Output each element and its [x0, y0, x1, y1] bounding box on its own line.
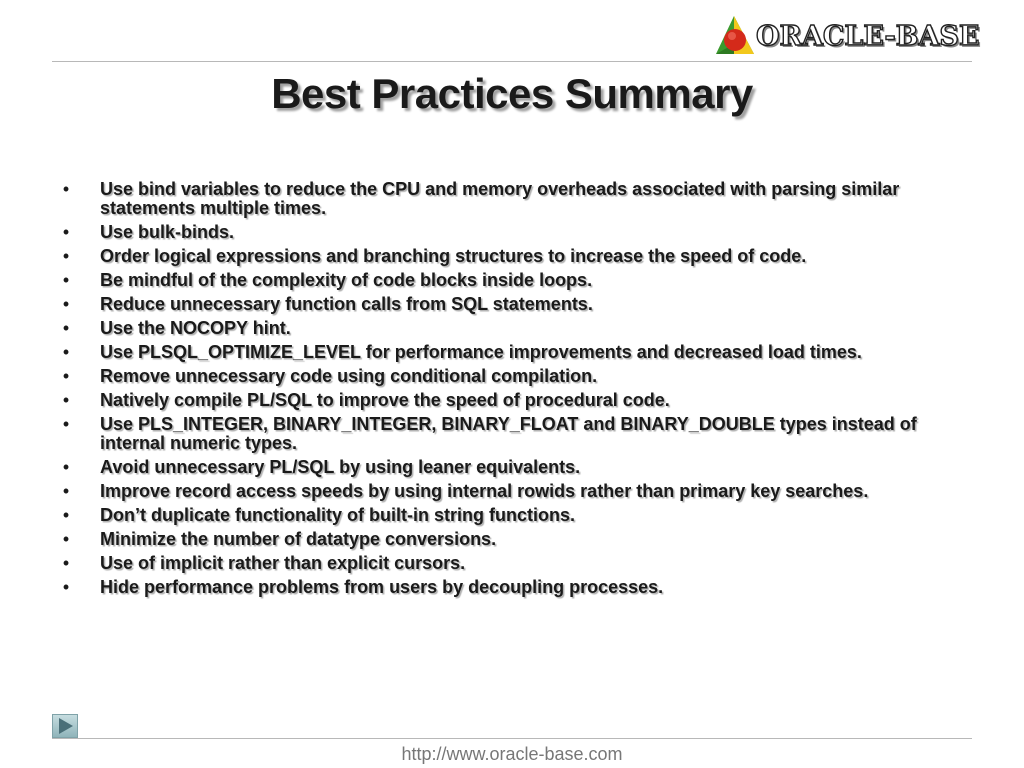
- bullet-item: [58, 530, 968, 549]
- bullet-dot-icon: •: [62, 342, 70, 362]
- bullet-dot-icon: •: [62, 505, 70, 525]
- bullet-item: [58, 247, 968, 266]
- bullet-item: [58, 578, 968, 597]
- next-slide-button[interactable]: [52, 714, 78, 738]
- bullet-text: Use PLSQL_OPTIMIZE_LEVEL for performance improvements and decreased load times.: [100, 342, 862, 362]
- bullet-item: [58, 391, 968, 410]
- bullet-item: [58, 506, 968, 525]
- bullet-dot-icon: •: [62, 414, 70, 434]
- bullet-item: [58, 415, 968, 453]
- logo-text: ORACLE-BASE: [756, 20, 980, 52]
- footer-url[interactable]: http://www.oracle-base.com: [401, 744, 623, 764]
- bullet-dot-icon: •: [62, 246, 70, 266]
- bullet-dot-icon: •: [62, 529, 70, 549]
- bullet-dot-icon: •: [62, 366, 70, 386]
- bullet-text: Reduce unnecessary function calls from SQL statements.: [100, 294, 593, 314]
- bullet-text: Use of implicit rather than explicit cursors.: [100, 553, 466, 573]
- bullet-text: Minimize the number of datatype conversions.: [100, 529, 497, 549]
- bullet-item: [58, 343, 968, 362]
- bullet-dot-icon: •: [62, 577, 70, 597]
- bullet-item: [58, 319, 968, 338]
- slide-title: Best Practices Summary: [271, 70, 753, 117]
- bullet-item: [58, 180, 968, 218]
- bullet-item: [58, 367, 968, 386]
- play-triangle-icon: [58, 718, 74, 734]
- bullet-item: [58, 554, 968, 573]
- bullet-dot-icon: •: [62, 318, 70, 338]
- oracle-base-logo[interactable]: [714, 14, 980, 58]
- bullet-dot-icon: •: [62, 457, 70, 477]
- bullet-text: Don’t duplicate functionality of built-in string functions.: [100, 505, 575, 525]
- header-divider: [52, 61, 972, 62]
- bullet-list: [58, 180, 968, 602]
- bullet-text: Natively compile PL/SQL to improve the speed of procedural code.: [100, 390, 670, 410]
- bullet-dot-icon: •: [62, 390, 70, 410]
- bullet-text: Use bind variables to reduce the CPU and memory overheads associated with parsing similar statements multiple times.: [100, 179, 900, 218]
- bullet-text: Remove unnecessary code using conditional compilation.: [100, 366, 598, 386]
- logo-emblem-icon: [714, 14, 758, 58]
- bullet-text: Avoid unnecessary PL/SQL by using leaner equivalents.: [100, 457, 581, 477]
- bullet-text: Use the NOCOPY hint.: [100, 318, 291, 338]
- bullet-dot-icon: •: [62, 222, 70, 242]
- bullet-item: [58, 271, 968, 290]
- bullet-text: Hide performance problems from users by decoupling processes.: [100, 577, 664, 597]
- bullet-text: Use PLS_INTEGER, BINARY_INTEGER, BINARY_FLOAT and BINARY_DOUBLE types instead of internal numeric types.: [100, 414, 917, 453]
- bullet-dot-icon: •: [62, 179, 70, 199]
- bullet-dot-icon: •: [62, 270, 70, 290]
- footer-divider: [52, 738, 972, 739]
- bullet-dot-icon: •: [62, 481, 70, 501]
- bullet-item: [58, 223, 968, 242]
- bullet-text: Order logical expressions and branching structures to increase the speed of code.: [100, 246, 807, 266]
- bullet-dot-icon: •: [62, 553, 70, 573]
- bullet-item: [58, 458, 968, 477]
- bullet-text: Use bulk-binds.: [100, 222, 235, 242]
- bullet-item: [58, 295, 968, 314]
- bullet-item: [58, 482, 968, 501]
- bullet-text: Be mindful of the complexity of code blocks inside loops.: [100, 270, 593, 290]
- bullet-text: Improve record access speeds by using internal rowids rather than primary key searches.: [100, 481, 869, 501]
- bullet-dot-icon: •: [62, 294, 70, 314]
